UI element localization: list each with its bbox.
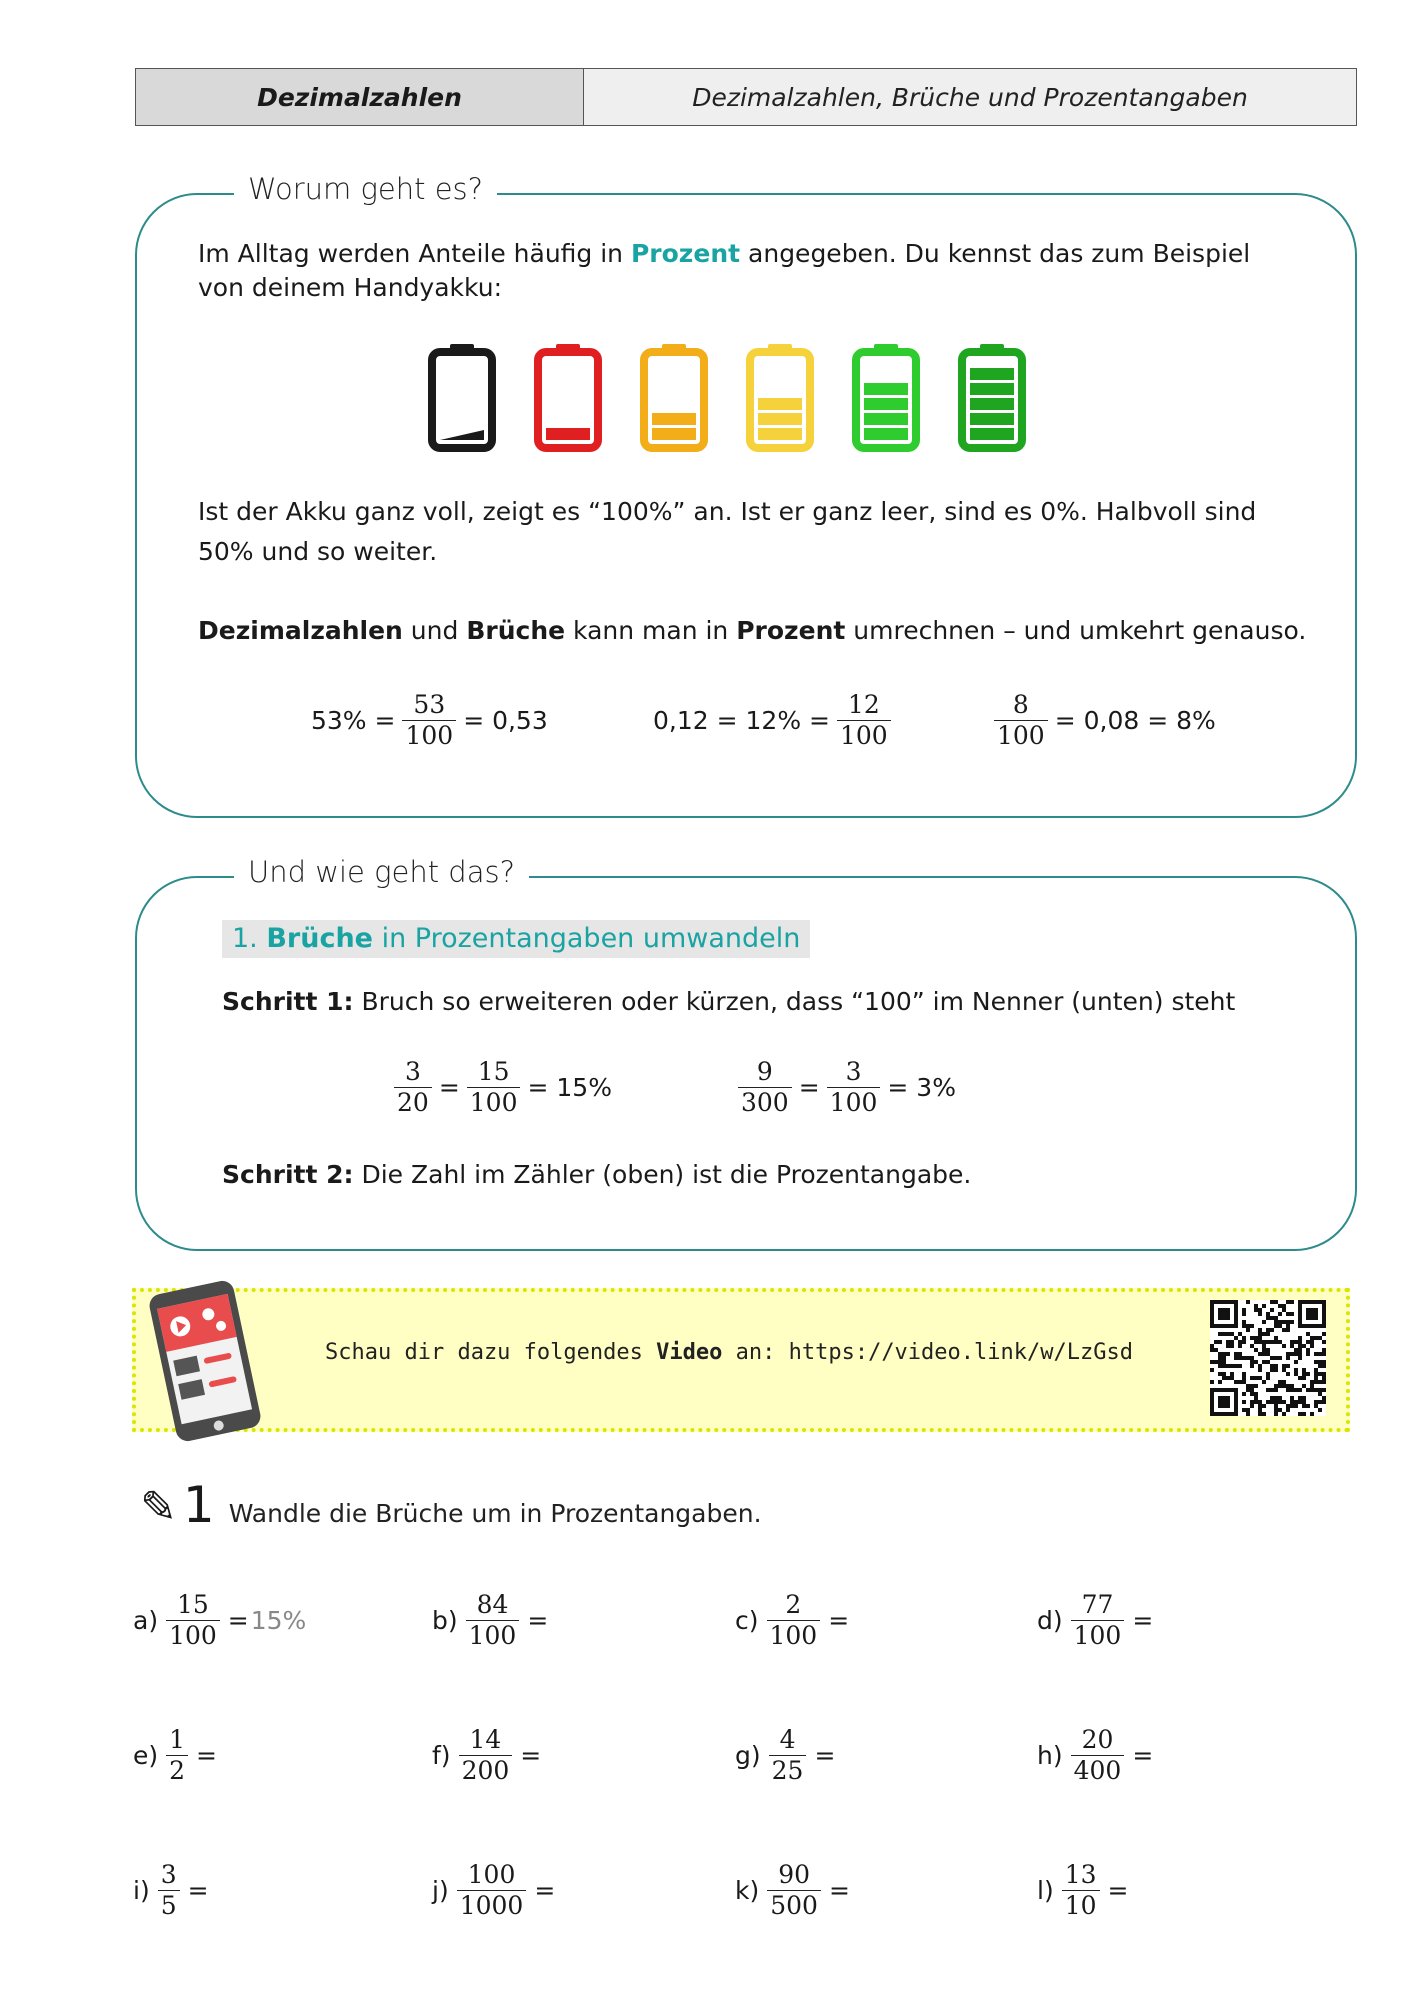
exercise-task [1037,1725,1153,1786]
battery-icon [538,344,598,448]
exercise-instruction: Wandle die Brüche um in Prozentangaben. [228,1499,762,1528]
fraction: $\frac{53}{100}$ [402,690,456,751]
fraction: $\frac{77}{100}$ [1071,1590,1125,1651]
task-label: c) [735,1606,759,1635]
battery-icon [432,344,492,448]
exercise-number: 1 [182,1476,215,1534]
fraction: $\frac{84}{100}$ [466,1590,520,1651]
battery-icon [750,344,810,448]
step1-example-15-percent: $\frac{3}{20}$ = $\frac{15}{100}$ = 15% [390,1057,615,1118]
equals-sign: = [828,1606,850,1635]
intro-line-2: von deinem Handyakku: [198,273,503,302]
exercise-heading [140,1476,762,1534]
exercise-task [1037,1590,1153,1651]
task-label: a) [133,1606,159,1635]
fraction: $\frac{20}{400}$ [1071,1725,1125,1786]
task-label: k) [735,1876,760,1905]
equals-sign: = [1107,1876,1129,1905]
fraction: $\frac{1}{2}$ [166,1725,188,1786]
task-answer: 15% [250,1606,307,1635]
exercise-task [432,1725,541,1786]
video-link[interactable]: an: https://video.link/w/LzGsd [722,1340,1133,1365]
intro-box-title: Worum geht es? [234,172,497,206]
equals-sign: = [527,1606,549,1635]
exercise-task [432,1590,548,1651]
header-subtitle: Dezimalzahlen, Brüche und Prozentangaben [584,69,1356,125]
method-box-title: Und wie geht das? [234,855,529,889]
equals-sign: = [814,1741,836,1770]
smartphone-icon [140,1276,270,1446]
qr-code-icon[interactable] [1210,1300,1326,1416]
fraction: $\frac{8}{100}$ [994,690,1048,751]
exercise-task [432,1860,555,1921]
task-label: e) [133,1741,159,1770]
exercise-task [133,1590,306,1651]
fraction: $\frac{12}{100}$ [837,690,891,751]
example-12-percent: 0,12 = 12% = $\frac{12}{100}$ [650,690,895,751]
fraction: $\frac{100}{1000}$ [457,1860,527,1921]
fraction: $\frac{15}{100}$ [467,1057,521,1118]
equals-sign: = [227,1606,249,1635]
equals-sign: = [828,1876,850,1905]
fraction: $\frac{9}{300}$ [738,1057,792,1118]
exercise-task [1037,1860,1128,1921]
battery-icon [644,344,704,448]
battery-explanation-line-2: 50% und so weiter. [198,537,438,566]
battery-icon [962,344,1022,448]
exercise-task [735,1590,849,1651]
fraction: $\frac{13}{10}$ [1062,1860,1100,1921]
battery-row [420,340,1040,460]
highlight-prozent: Prozent [630,239,741,268]
equals-sign: = [1132,1606,1154,1635]
step-2: Schritt 2: Die Zahl im Zähler (oben) ist die Prozentangabe. [222,1160,972,1189]
task-label: b) [432,1606,458,1635]
example-53-percent: 53% = $\frac{53}{100}$ = 0,53 [311,690,548,750]
fraction: $\frac{3}{5}$ [158,1860,180,1921]
battery-explanation-line-1: Ist der Akku ganz voll, zeigt es “100%” an. Ist er ganz leer, sind es 0%. Halbvoll sind [198,497,1257,526]
intro-line-1: Im Alltag werden Anteile häufig in Prozent angegeben. Du kennst das zum Beispiel [198,239,1251,268]
fraction: $\frac{2}{100}$ [767,1590,821,1651]
step1-example-3-percent: $\frac{9}{300}$ = $\frac{3}{100}$ = 3% [734,1057,959,1118]
fraction: $\frac{3}{20}$ [394,1057,432,1118]
equals-sign: = [534,1876,556,1905]
fraction: $\frac{4}{25}$ [769,1725,807,1786]
equals-sign: = [187,1876,209,1905]
equals-sign: = [520,1741,542,1770]
video-hint-text: Schau dir dazu folgendes Video an: https://video.link/w/LzGsd [325,1340,1133,1365]
header-topic: Dezimalzahlen [136,69,584,125]
equals-sign: = [1132,1741,1154,1770]
task-label: f) [432,1741,451,1770]
fraction: $\frac{15}{100}$ [166,1590,220,1651]
header-table [135,68,1357,126]
fraction: $\frac{14}{200}$ [459,1725,513,1786]
task-label: i) [133,1876,150,1905]
section-heading: 1. Brüche in Prozentangaben umwandeln [222,920,810,958]
fraction: $\frac{3}{100}$ [827,1057,881,1118]
task-label: g) [735,1741,761,1770]
task-label: h) [1037,1741,1063,1770]
task-label: l) [1037,1876,1054,1905]
exercise-task [735,1725,835,1786]
conversion-statement: Dezimalzahlen und Brüche kann man in Prozent umrechnen – und umkehrt genauso. [198,616,1307,645]
task-label: j) [432,1876,449,1905]
exercise-task [735,1860,850,1921]
exercise-task [133,1860,209,1921]
fraction: $\frac{90}{500}$ [767,1860,821,1921]
battery-icon [856,344,916,448]
pencil-icon: ✎ [140,1482,177,1533]
example-8-percent: $\frac{8}{100}$ = 0,08 = 8% [990,690,1219,751]
equals-sign: = [196,1741,217,1770]
task-label: d) [1037,1606,1063,1635]
exercise-task [133,1725,217,1786]
step-1: Schritt 1: Bruch so erweiteren oder kürzen, dass “100” im Nenner (unten) steht [222,987,1236,1016]
